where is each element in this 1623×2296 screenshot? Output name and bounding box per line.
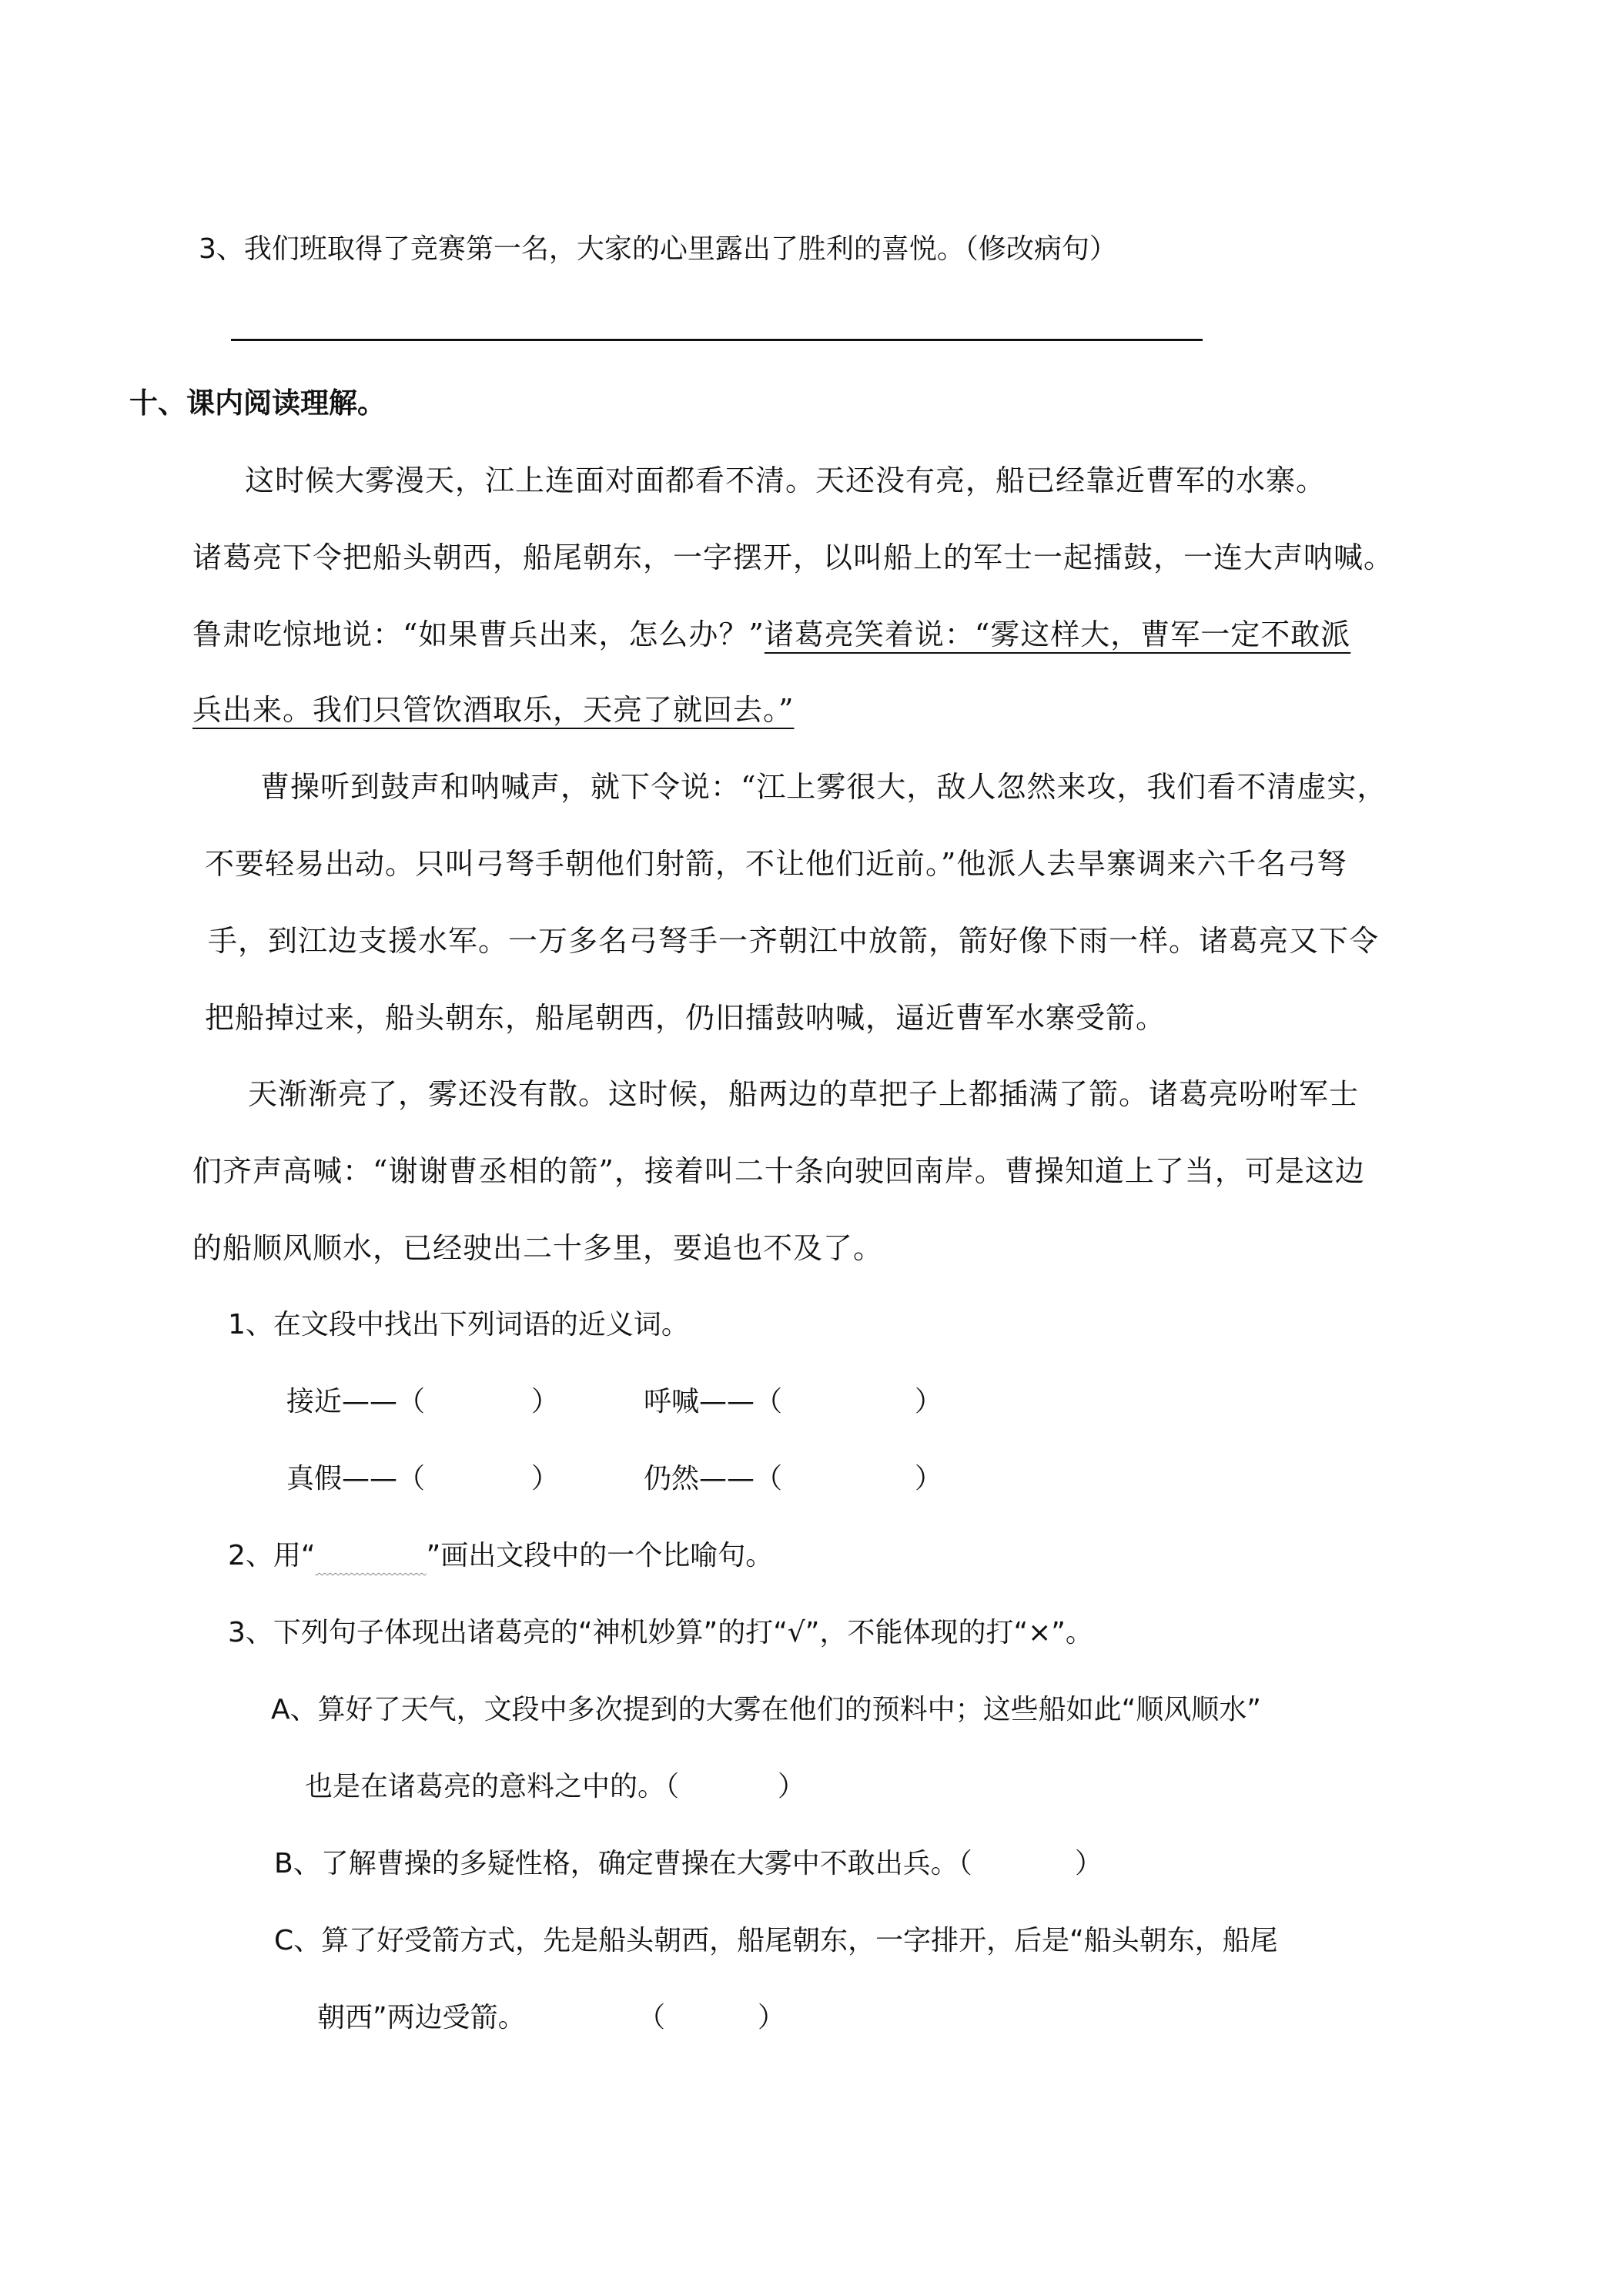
option-c: C、算了好受箭方式，先是船头朝西，船尾朝东，一字排开，后是“船头朝东，船尾 <box>274 1925 1278 1956</box>
question-2-suffix: ”画出文段中的一个比喻句。 <box>426 1540 774 1571</box>
option-a: A、算好了天气，文段中多次提到的大雾在他们的预料中；这些船如此“顺风顺水” <box>271 1694 1261 1725</box>
section-title: 十、课内阅读理解。 <box>129 387 386 420</box>
bracket-close: ） <box>531 1463 560 1494</box>
underlined-sentence: 诸葛亮笑着说：“雾这样大，曹军一定不敢派 <box>764 618 1351 651</box>
underlined-sentence: 兵出来。我们只管饮酒取乐，天亮了就回去。” <box>192 693 795 727</box>
bracket-open: （ <box>637 2002 666 2033</box>
answer-line[interactable] <box>231 339 1203 341</box>
synonym-prompt: 接近——（ <box>286 1386 426 1417</box>
synonym-prompt: 仍然——（ <box>644 1463 783 1494</box>
passage-line: 这时候大雾漫天，江上连面对面都看不清。天还没有亮，船已经靠近曹军的水寨。 <box>245 464 1327 497</box>
bracket-close: ） <box>758 2002 786 2033</box>
option-c-continued: 朝西”两边受箭。 <box>317 2002 526 2033</box>
bracket-close: ） <box>1075 1848 1103 1879</box>
bracket-close: ） <box>778 1771 806 1802</box>
passage-line: 曹操听到鼓声和呐喊声，就下令说：“江上雾很大，敌人忽然来攻，我们看不清虚实， <box>260 770 1387 804</box>
passage-line: 天渐渐亮了，雾还没有散。这时候，船两边的草把子上都插满了箭。诸葛亮吩咐军士 <box>248 1077 1360 1111</box>
passage-line <box>192 616 1350 653</box>
bracket-close: ） <box>915 1386 943 1417</box>
question-1: 1、在文段中找出下列词语的近义词。 <box>228 1309 689 1340</box>
passage-segment: 鲁肃吃惊地说：“如果曹兵出来，怎么办？” <box>192 618 765 651</box>
passage-line: 的船顺风顺水，已经驶出二十多里，要追也不及了。 <box>192 1231 884 1265</box>
bracket-close: ） <box>915 1463 943 1494</box>
passage-line: 不要轻易出动。只叫弓弩手朝他们射箭，不让他们近前。”他派人去旱寨调来六千名弓弩 <box>205 847 1347 881</box>
option-a-continued: 也是在诸葛亮的意料之中的。（ <box>305 1771 680 1802</box>
question-2-prefix: 2、用“ <box>228 1540 316 1571</box>
passage-line: 手，到江边支援水军。一万多名弓弩手一齐朝江中放箭，箭好像下雨一样。诸葛亮又下令 <box>208 924 1380 958</box>
bracket-close: ） <box>531 1386 560 1417</box>
passage-line: 把船掉过来，船头朝东，船尾朝西，仍旧擂鼓呐喊，逼近曹军水寨受箭。 <box>205 1001 1166 1035</box>
option-b: B、了解曹操的多疑性格，确定曹操在大雾中不敢出兵。（ <box>274 1848 972 1879</box>
synonym-prompt: 呼喊——（ <box>644 1386 783 1417</box>
passage-line: 们齐声高喊：“谢谢曹丞相的箭”，接着叫二十条向驶回南岸。曹操知道上了当，可是这边 <box>192 1154 1365 1188</box>
question-2 <box>228 1538 773 1575</box>
question-3: 3、下列句子体现出诸葛亮的“神机妙算”的打“√”，不能体现的打“×”。 <box>228 1617 1093 1648</box>
wavy-underline-marker <box>316 1540 427 1571</box>
revise-sentence-question: 3、我们班取得了竞赛第一名，大家的心里露出了胜利的喜悦。（修改病句） <box>199 233 1117 265</box>
synonym-prompt: 真假——（ <box>286 1463 426 1494</box>
passage-line: 诸葛亮下令把船头朝西，船尾朝东，一字摆开，以叫船上的军士一起擂鼓，一连大声呐喊。 <box>192 541 1394 574</box>
